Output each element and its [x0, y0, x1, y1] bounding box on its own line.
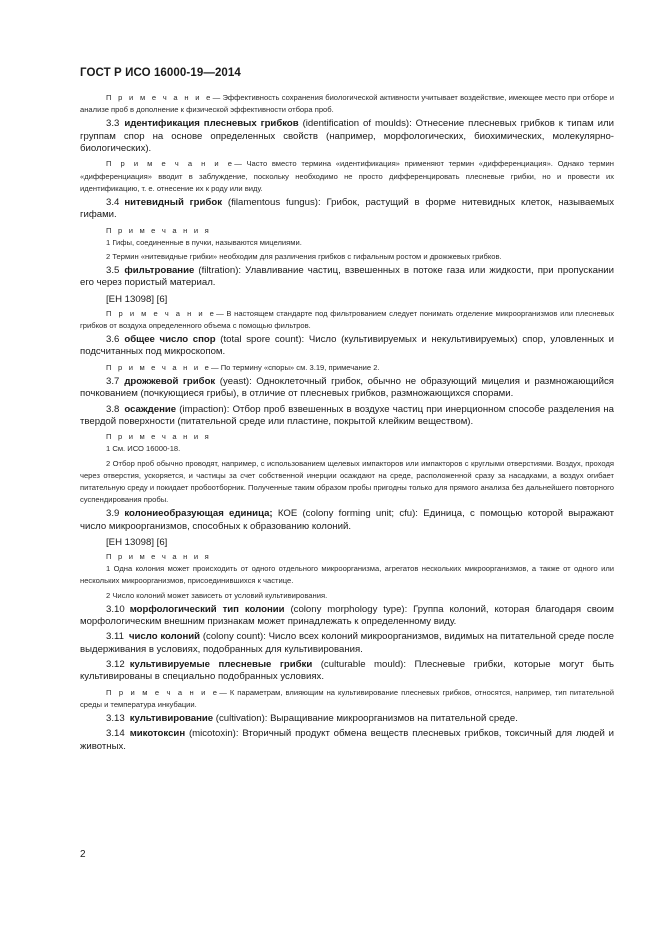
term-3-6	[80, 334, 614, 359]
term-3-14	[80, 728, 614, 753]
note	[80, 158, 614, 195]
term-number: 3.14	[106, 728, 125, 740]
term-definition: (colony morphology type): Группа колоний, которая благодаря своим морфологическим внешним признакам может принадлежать к определенному виду.	[80, 603, 614, 628]
note-label: П р и м е ч а н и е	[106, 687, 220, 697]
note-text: — К параметрам, влияющим на культивирование плесневых грибков, относятся, например, тип питательной среды и температура инкубации.	[80, 687, 614, 709]
term-number: 3.10	[106, 603, 125, 615]
term-name: идентификация плесневых грибков	[124, 118, 299, 130]
term-number: 3.8	[106, 403, 120, 415]
term-definition: (colony count): Число всех колоний микроорганизмов, видимых на питательной среде после выдерживания в условиях, подобранных для культивирования.	[80, 631, 614, 655]
reference: [ЕН 13098] [6]	[106, 293, 168, 305]
note-text: — В настоящем стандарте под фильтрованием следует понимать отделение микроорганизмов или плесневых грибков от воздуха определенного объема с помощью фильтров.	[80, 308, 614, 330]
term-name: фильтрование	[124, 265, 195, 277]
note-item: 2 Отбор проб обычно проводят, например, с использованием щелевых импакторов или импакторов с круглыми отверстиями. Воздух, проходя через отверстия, ускоряется, и частицы за счет собственной инерции осаждают на среде, расположенной сразу за насадками, а воздух огибает питательную среду и покидает пробоотборник. Полученные таким образом пробы пригодны только для прямого анализа без дальнейшего повторного суспендирования пробы.	[80, 458, 614, 505]
note	[80, 92, 614, 116]
term-number: 3.12	[106, 658, 125, 670]
notes-label: П р и м е ч а н и я	[106, 225, 211, 235]
document-header: ГОСТ Р ИСО 16000-19—2014	[80, 67, 241, 79]
term-number: 3.5	[106, 265, 120, 277]
term-3-10	[80, 604, 614, 629]
term-3-13	[80, 713, 614, 725]
term-name: осаждение	[124, 403, 177, 415]
term-3-9	[80, 508, 614, 533]
note-label: П р и м е ч а н и е	[106, 308, 217, 318]
note	[80, 308, 614, 332]
term-3-11	[80, 631, 614, 656]
term-definition: (impaction): Отбор проб взвешенных в воздухе частиц при инерционном способе разделения на твердой поверхности (питательной среде или пластине, покрытой клейким веществом).	[80, 403, 614, 427]
term-number: 3.13	[106, 712, 125, 724]
term-definition: (identification of moulds): Отнесение плесневых грибков к типам или группам спор на основе определенных свойств (например, морфологических, биохимических, молекулярно-биологических).	[80, 118, 614, 154]
note-label: П р и м е ч а н и е	[106, 362, 211, 372]
term-definition: (micotoxin): Вторичный продукт обмена веществ плесневых грибков, токсичный для людей и животных.	[80, 728, 614, 752]
term-name: морфологический тип колонии	[129, 603, 285, 615]
term-definition: (filamentous fungus): Грибок, растущий в форме нитевидных клеток, называемых гифами.	[80, 196, 614, 221]
term-number: 3.6	[106, 334, 120, 346]
term-name: число колоний	[128, 631, 201, 643]
term-number: 3.7	[106, 375, 120, 387]
term-name: микотоксин	[129, 728, 186, 740]
term-3-5	[80, 265, 614, 290]
note-item: 1 См. ИСО 16000-18.	[106, 444, 181, 454]
term-definition: (total spore count): Число (культивируемых и некультивируемых) спор, уловленных и подсчитанных под микроскопом.	[80, 334, 615, 358]
note	[80, 362, 614, 374]
note-item: 1 Гифы, соединенные в пучки, называются мицелиями.	[106, 237, 302, 247]
notes-label: П р и м е ч а н и я	[106, 432, 211, 442]
term-definition: (cultivation): Выращивание микроорганизмов на питательной среде.	[213, 712, 518, 724]
note-item: 2 Число колоний может зависеть от условий культивирования.	[106, 590, 328, 600]
term-name: колониеобразующая единица;	[124, 508, 273, 520]
note-item: 2 Термин «нитевидные грибки» необходим для различения грибков с гифальным ростом и дрожжевых грибков.	[106, 251, 502, 261]
note-text: — Эффективность сохранения биологической активности учитывает воздействие, имеющее место при отборе и анализе проб в дополнение к физической эффективности отбора проб.	[80, 93, 614, 115]
note-text: — Часто вместо термина «идентификация» применяют термин «дифференциация». Однако термин «дифференциация» вводит в заблуждение, поскольку необходимо не просто дифференцировать плесневые грибки, но и провести их идентификацию, т. е. отнесение их к роду или виду.	[80, 159, 614, 193]
term-3-12	[80, 659, 614, 684]
reference: [ЕН 13098] [6]	[106, 536, 168, 548]
notes-label: П р и м е ч а н и я	[106, 551, 211, 561]
term-3-4	[80, 197, 614, 222]
note	[80, 687, 614, 711]
term-name: культивирование	[129, 712, 214, 724]
page-number: 2	[80, 849, 86, 860]
term-3-7	[80, 376, 614, 401]
term-number: 3.9	[106, 508, 120, 520]
document-body	[80, 92, 614, 756]
term-name: общее число спор	[124, 334, 216, 346]
term-number: 3.11	[106, 631, 124, 643]
note-label: П р и м е ч а н и е	[106, 93, 213, 102]
term-3-3	[80, 118, 614, 155]
term-name: дрожжевой грибок	[124, 375, 216, 387]
term-definition: (filtration): Улавливание частиц, взвешенных в потоке газа или жидкости, при пропускании его через пористый материал.	[80, 265, 614, 289]
note-item: 1 Одна колония может происходить от одного отдельного микроорганизма, агрегатов нескольких микроорганизмов, а также от одного или нескольких микроорганизмов, присоединившихся к частице.	[80, 564, 614, 586]
term-3-8	[80, 404, 614, 429]
term-definition: (yeast): Одноклеточный грибок, обычно не образующий мицелия и размножающийся почкованием (почкующиеся грибы), в отличие от плесневых грибков, размножающихся спорами.	[80, 375, 614, 400]
term-number: 3.3	[106, 118, 120, 130]
term-definition: КОЕ (colony forming unit; cfu): Единица, с помощью которой выражают число микроорганизмов, способных к образованию колоний.	[80, 508, 614, 532]
note-text: — По термину «споры» см. 3.19, примечание 2.	[211, 362, 380, 372]
term-name: культивируемые плесневые грибки	[129, 658, 313, 670]
term-number: 3.4	[106, 196, 120, 208]
term-name: нитевидный грибок	[124, 196, 223, 208]
note-label: П р и м е ч а н и е	[106, 159, 235, 169]
term-definition: (culturable mould): Плесневые грибки, которые могут быть культивированы в специально подобранных условиях.	[80, 658, 614, 683]
